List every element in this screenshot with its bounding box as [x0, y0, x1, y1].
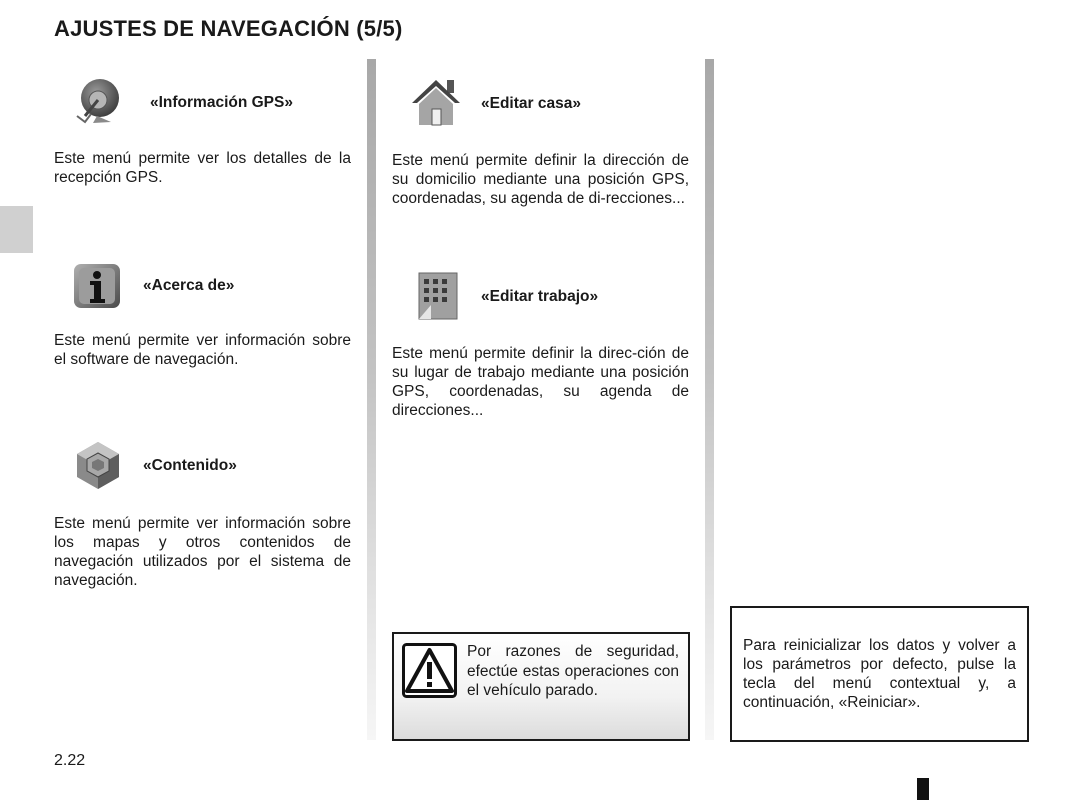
section-body-gps-info: Este menú permite ver los detalles de la recepción GPS. — [54, 150, 351, 186]
section-body-about: Este menú permite ver información sobre el software de navegación. — [54, 332, 351, 368]
reset-note-box — [730, 606, 1029, 742]
page-number: 2.22 — [54, 752, 86, 769]
info-icon — [72, 261, 122, 311]
section-heading-gps-info: «Información GPS» — [150, 94, 293, 111]
section-heading-edit-home: «Editar casa» — [481, 95, 581, 112]
office-building-icon — [413, 271, 463, 321]
section-heading-about: «Acerca de» — [143, 277, 235, 294]
section-body-edit-home: Este menú permite definir la dirección de su domicilio mediante una posición GPS, coordenadas, su agenda de di-recciones... — [392, 152, 689, 207]
section-body-content: Este menú permite ver información sobre los mapas y otros contenidos de navegación utilizados por el sistema de navegación. — [54, 515, 351, 589]
column-divider-left — [367, 59, 376, 740]
page-title: AJUSTES DE NAVEGACIÓN (5/5) — [54, 16, 403, 41]
home-icon — [411, 77, 461, 127]
warning-triangle-icon — [402, 643, 457, 698]
chapter-tab — [0, 206, 33, 253]
column-divider-right — [705, 59, 714, 740]
safety-warning-box — [392, 632, 690, 741]
section-heading-content: «Contenido» — [143, 457, 237, 474]
gps-satellite-icon — [73, 76, 123, 126]
page-edge-marker — [917, 778, 929, 800]
content-cube-icon — [73, 440, 123, 490]
warning-text: Por razones de seguridad, efectúe estas operaciones con el vehículo parado. — [467, 643, 679, 699]
section-body-edit-work: Este menú permite definir la direc-ción de su lugar de trabajo mediante una posición GPS, coordenadas, su agenda de direcciones... — [392, 345, 689, 419]
note-text: Para reinicializar los datos y volver a los parámetros por defecto, pulse la tecla del menú contextual y, a continuación, «Reiniciar». — [743, 637, 1016, 711]
section-heading-edit-work: «Editar trabajo» — [481, 288, 599, 305]
